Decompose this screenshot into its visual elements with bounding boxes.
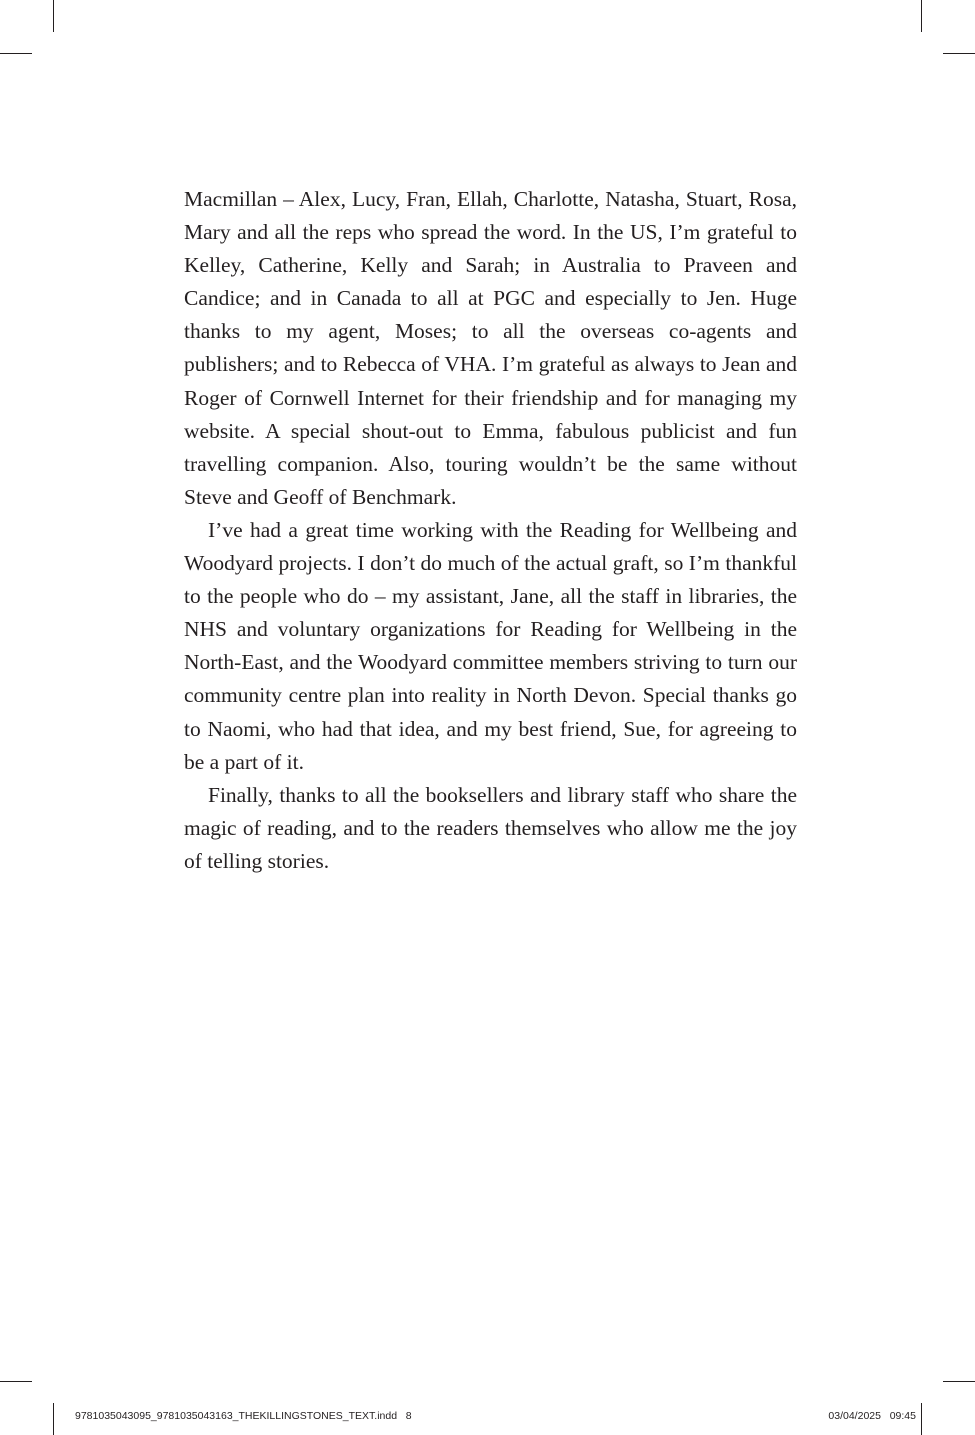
slug-file-info: 9781035043095_9781035043163_THEKILLINGSTONES_TEXT.indd 8 <box>75 1410 412 1422</box>
crop-mark-bottom-right-horizontal <box>943 1381 975 1382</box>
crop-mark-top-right <box>921 0 922 32</box>
crop-mark-bottom-left <box>53 1403 54 1435</box>
paragraph-1: Macmillan – Alex, Lucy, Fran, Ellah, Charlotte, Natasha, Stuart, Rosa, Mary and all the reps who spread the word. In the US, I’m grateful to Kelley, Catherine, Kelly and Sarah; in Australia to Praveen and Candice; and in Canada to all at PGC and especially to Jen. Huge thanks to my agent, Moses; to all the overseas co-agents and publishers; and to Rebecca of VHA. I’m grateful as always to Jean and Roger of Cornwell Internet for their friendship and for managing my website. A special shout-out to Emma, fabulous publicist and fun travelling companion. Also, touring wouldn’t be the same without Steve and Geoff of Benchmark. <box>184 187 797 509</box>
crop-mark-top-right-horizontal <box>943 53 975 54</box>
crop-mark-bottom-left-horizontal <box>0 1381 32 1382</box>
crop-mark-bottom-right <box>921 1403 922 1435</box>
paragraph-2: I’ve had a great time working with the Reading for Wellbeing and Woodyard projects. I don’t do much of the actual graft, so I’m thankful to the people who do – my assistant, Jane, all the staff in libraries, the NHS and voluntary organizations for Reading for Wellbeing in the North-East, and the Woodyard committee members striving to turn our community centre plan into reality in North Devon. Special thanks go to Naomi, who had that idea, and my best friend, Sue, for agreeing to be a part of it. <box>184 517 797 774</box>
acknowledgements-text <box>184 183 797 878</box>
slug-timestamp: 03/04/2025 09:45 <box>828 1410 916 1422</box>
crop-mark-top-left <box>53 0 54 32</box>
paragraph-3: Finally, thanks to all the booksellers and library staff who share the magic of reading, and to the readers themselves who allow me the joy of telling stories. <box>184 782 797 873</box>
crop-mark-top-left-horizontal <box>0 53 32 54</box>
